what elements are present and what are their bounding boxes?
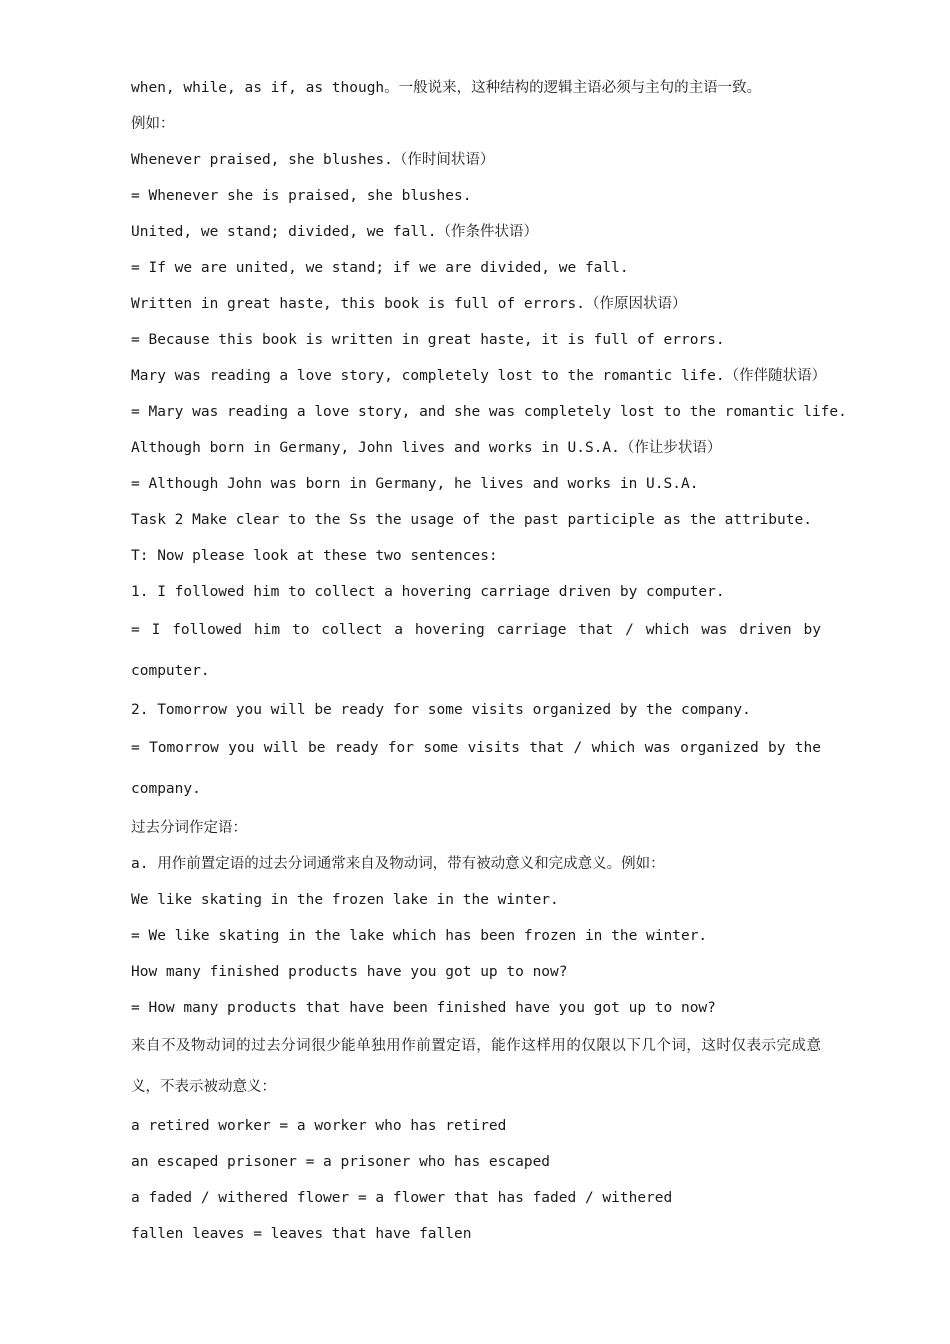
text-line: 1. I followed him to collect a hovering carriage driven by computer.: [131, 584, 725, 600]
text-line: Mary was reading a love story, completely lost to the romantic life.（作伴随状语）: [131, 368, 827, 384]
text-line: a. 用作前置定语的过去分词通常来自及物动词，带有被动意义和完成意义。例如：: [131, 856, 665, 872]
text-line: = Whenever she is praised, she blushes.: [131, 188, 472, 204]
text-line: 2. Tomorrow you will be ready for some visits organized by the company.: [131, 702, 751, 718]
text-line: United, we stand; divided, we fall.（作条件状语）: [131, 224, 539, 240]
text-line: Although born in Germany, John lives and works in U.S.A.（作让步状语）: [131, 440, 722, 456]
text-line: 例如：: [131, 116, 175, 132]
text-line: Whenever praised, she blushes.（作时间状语）: [131, 152, 495, 168]
text-line: fallen leaves = leaves that have fallen: [131, 1226, 472, 1242]
document-page: [131, 70, 847, 1252]
text-paragraph: 来自不及物动词的过去分词很少能单独用作前置定语，能作这样用的仅限以下几个词，这时仅表示完成意义，不表示被动意义：: [131, 1038, 821, 1095]
text-paragraph: = I followed him to collect a hovering carriage that / which was driven by computer.: [131, 622, 821, 679]
text-line: a faded / withered flower = a flower that has faded / withered: [131, 1190, 673, 1206]
text-line: = We like skating in the lake which has been frozen in the winter.: [131, 928, 708, 944]
text-line: Task 2 Make clear to the Ss the usage of the past participle as the attribute.: [131, 512, 812, 528]
text-line: = If we are united, we stand; if we are divided, we fall.: [131, 260, 629, 276]
section-heading: 过去分词作定语：: [131, 820, 247, 836]
text-line: = How many products that have been finished have you got up to now?: [131, 1000, 716, 1016]
text-line: a retired worker = a worker who has retired: [131, 1118, 507, 1134]
text-line: = Although John was born in Germany, he lives and works in U.S.A.: [131, 476, 699, 492]
text-paragraph: = Tomorrow you will be ready for some visits that / which was organized by the company.: [131, 740, 821, 797]
text-line: We like skating in the frozen lake in the winter.: [131, 892, 559, 908]
text-line: = Because this book is written in great haste, it is full of errors.: [131, 332, 725, 348]
text-line: = Mary was reading a love story, and she was completely lost to the romantic life.: [131, 404, 847, 420]
text-line: an escaped prisoner = a prisoner who has escaped: [131, 1154, 551, 1170]
text-line: How many finished products have you got up to now?: [131, 964, 568, 980]
text-line: when, while, as if, as though。一般说来，这种结构的逻辑主语必须与主句的主语一致。: [131, 80, 762, 96]
text-line: Written in great haste, this book is full of errors.（作原因状语）: [131, 296, 687, 312]
text-line: T: Now please look at these two sentences:: [131, 548, 498, 564]
